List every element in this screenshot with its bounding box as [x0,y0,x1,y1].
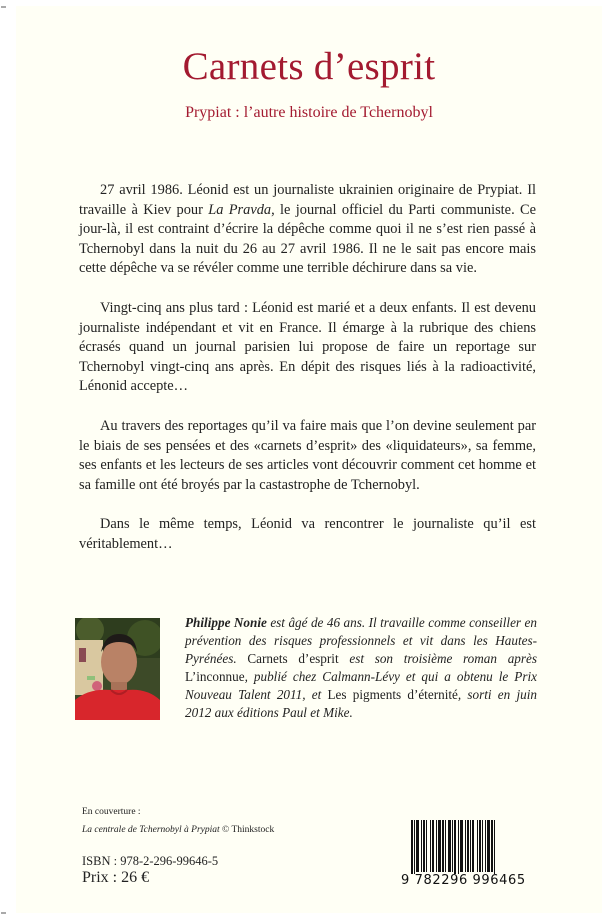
barcode-digits: 9 782296 996465 [401,873,526,888]
isbn: ISBN : 978-2-296-99646-5 [82,854,219,868]
blurb-text: Vingt-cinq ans plus tard : Léonid est marié et a deux enfants. Il est devenu journaliste indépendant et vit en France. Il émarge à la rubrique des chiens écrasés quand un journal parisien lui propose de faire un reportage sur Tchernobyl vingt-cinq ans après. En dépit des risques liés à la radioactivité, Lénonid accepte… [79,299,536,395]
book-subtitle: Prypiat : l’autre histoire de Tchernobyl [185,104,433,121]
author-photo [75,618,160,720]
barcode-bar [495,820,497,878]
blurb [79,181,536,555]
book-back-cover [16,6,602,913]
blurb-paragraph [79,417,536,495]
author-name: Philippe Nonie [185,615,267,630]
cover-credit-label: En couverture : [82,807,141,817]
blurb-text: , le journal officiel du Parti communiste. Ce jour-là, il est contraint d’écrire la dépêche comme quoi il ne s’est rien passé à Tchernobyl dans la nuit du 26 au 27 avril 1986. Il ne le sait pas encore mais cette dépêche va se révéler comme une terrible déchirure dans sa vie. [79,201,536,277]
isbn-barcode [401,820,531,888]
cover-caption-copyright: © Thinkstock [219,825,275,835]
bio-text: est son troisième roman après [338,651,537,666]
book-reference: L’inconnue [185,669,245,684]
book-reference: Carnets d’esprit [247,651,339,666]
credits [82,803,274,887]
crop-mark-top [1,6,6,8]
blurb-text: Dans le même temps, Léonid va rencontrer le journaliste qu’il est véritablement… [79,516,536,552]
blurb-paragraph [79,299,536,397]
bio-text: , sorti en juin 2012 aux éditions Paul et Mike. [185,687,538,720]
bio-text: est âgé de 46 ans. Il travaille comme conseiller en prévention des risques professionnels et vit dans les Hautes-Pyrénées. [185,615,537,666]
blurb-italic-text: La Pravda [208,201,272,218]
crop-mark-bottom [1,912,6,914]
author-bio [185,614,537,722]
blurb-paragraph [79,515,536,554]
blurb-paragraph [79,181,536,279]
author-photo-image [75,618,160,720]
book-title: Carnets d’esprit [182,45,436,88]
price: Prix : 26 € [82,869,150,886]
book-reference: Les pigments d’éternité [327,687,458,702]
bio-text: , publié chez Calmann-Lévy et qui a obtenu le Prix Nouveau Talent 2011, et [185,669,537,702]
cover-credit-caption [82,821,274,839]
cover-caption-title: La centrale de Tchernobyl à Prypiat [82,825,220,835]
barcode-bars [411,820,531,872]
blurb-text: 27 avril 1986. Léonid est un journaliste ukrainien originaire de Prypiat. Il travaille à Kiev pour [79,182,536,218]
blurb-text: Au travers des reportages qu’il va faire mais que l’on devine seulement par le biais de ses pensées et des «carnets d’esprit» des «liquidateurs», sa femme, ses enfants et les lecteurs de ses articles vont découvrir comment cet homme et sa famille ont été broyés par la castastrophe de Tchernobyl. [79,417,536,493]
